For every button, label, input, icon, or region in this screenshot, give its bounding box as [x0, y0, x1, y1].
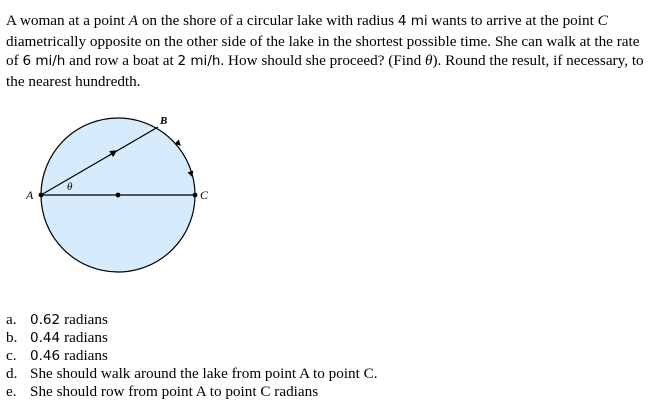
- question-part: wants to arrive at the point: [427, 12, 598, 29]
- point-a-dot: [39, 193, 44, 198]
- choice-letter: a.: [6, 311, 17, 328]
- choice-value: 0.62: [30, 312, 61, 328]
- point-c-ref: C: [597, 12, 608, 29]
- question-part: and row a boat at: [65, 52, 178, 70]
- center-dot: [116, 193, 121, 198]
- choice-value: 0.44: [30, 330, 61, 346]
- choice-letter: e.: [6, 383, 17, 400]
- choice-a[interactable]: [6, 311, 378, 329]
- theta-ref: θ: [425, 52, 433, 70]
- choice-value: 0.46: [30, 348, 61, 364]
- question-part: diametrically opposite on the other side of the lake in the shortest possible time. She can walk at the rate of: [6, 32, 640, 70]
- choice-b[interactable]: [6, 329, 378, 347]
- question-part: on the shore of a circular lake with radius: [138, 12, 398, 29]
- choice-text: radians: [64, 347, 108, 364]
- answer-choices: [6, 311, 378, 401]
- question-text: [6, 11, 646, 91]
- question-part: A woman at a point: [6, 12, 129, 29]
- label-a: A: [26, 188, 34, 202]
- choice-letter: b.: [6, 329, 18, 346]
- choice-letter: c.: [6, 347, 17, 364]
- question-part: ). Round the result, if necessary, to the nearest hundredth.: [6, 52, 644, 90]
- choice-text: radians: [64, 329, 108, 346]
- point-a-ref: A: [128, 12, 139, 29]
- label-c: C: [200, 188, 209, 202]
- choice-letter: d.: [6, 365, 18, 382]
- choice-d[interactable]: [6, 365, 378, 383]
- choice-e[interactable]: [6, 383, 378, 401]
- label-theta: θ: [67, 181, 73, 193]
- choice-c[interactable]: [6, 347, 378, 365]
- choice-text: radians: [64, 311, 108, 328]
- row-rate-value: 2 mi/h: [177, 53, 221, 70]
- question-part: . How should she proceed? (Find: [220, 52, 425, 70]
- choice-text: She should row from point A to point C radians: [30, 383, 319, 400]
- choice-text: She should walk around the lake from point A to point C.: [30, 365, 378, 382]
- point-c-dot: [193, 193, 198, 198]
- lake-diagram: [20, 110, 220, 300]
- walk-rate-value: 6 mi/h: [22, 53, 66, 70]
- label-b: B: [160, 115, 168, 127]
- radius-value: 4 mi: [397, 13, 428, 29]
